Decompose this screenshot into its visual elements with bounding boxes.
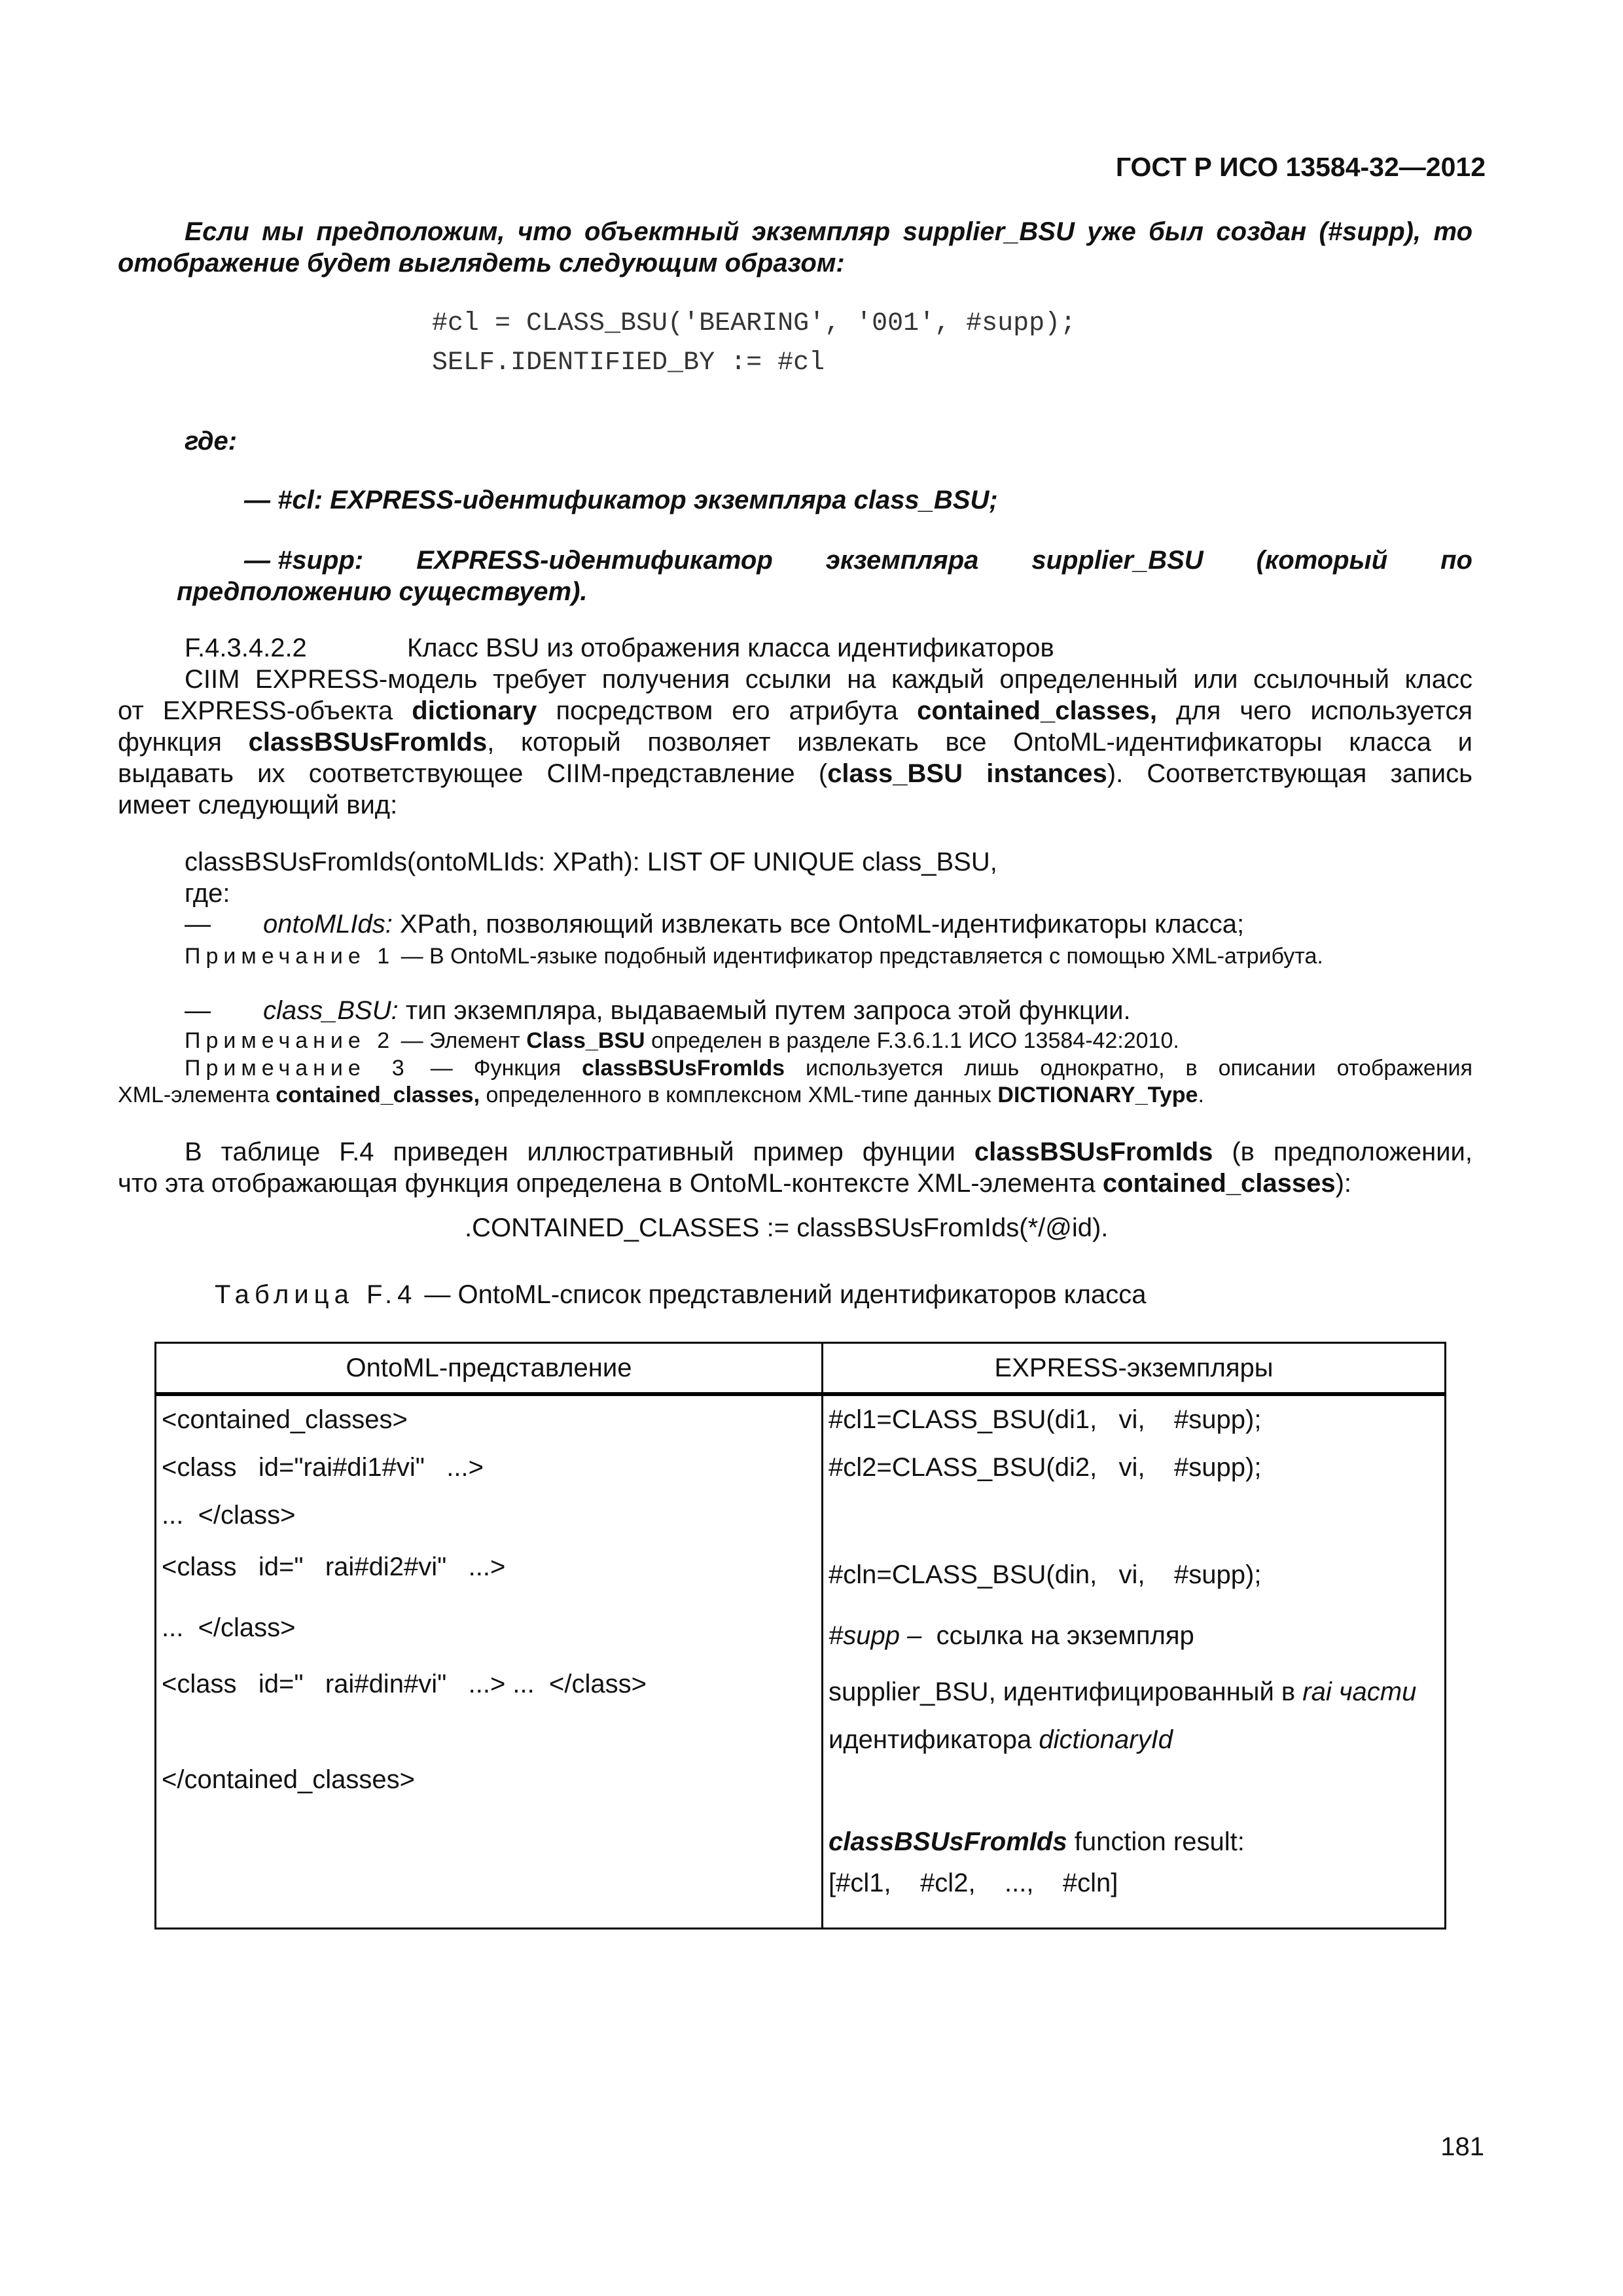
signature-line: classBSUsFromIds(ontoMLIds: XPath): LIST OF UNIQUE class_BSU, bbox=[185, 848, 997, 876]
section-line-4 bbox=[118, 758, 1472, 789]
text-run: для чего используется bbox=[1156, 696, 1472, 725]
dash: — bbox=[185, 996, 211, 1025]
dictionary-term: dictionary bbox=[412, 696, 537, 725]
text-run: от EXPRESS-объекта bbox=[118, 696, 412, 725]
where-item-2-continuation: предположению существует). bbox=[177, 577, 588, 606]
cell-line bbox=[829, 1668, 1439, 1716]
text-run: — Функция bbox=[409, 1056, 582, 1081]
text-run: определенного в комплексном XML-типе данных bbox=[480, 1083, 998, 1107]
table-header-row bbox=[156, 1343, 1446, 1395]
ontoml-table bbox=[154, 1342, 1446, 1929]
signature-item-2 bbox=[185, 995, 1131, 1026]
text-run: supplier_BSU, идентифицированный в bbox=[829, 1677, 1303, 1706]
where-item-2 bbox=[244, 545, 1472, 576]
class-bsu-term: class_BSU: bbox=[263, 996, 399, 1025]
cell-line: <class id=" rai#din#vi" ...> ... </class> bbox=[162, 1670, 647, 1698]
contained-classes-term: contained_classes, bbox=[917, 696, 1157, 725]
code-line-2: SELF.IDENTIFIED_BY := #cl bbox=[432, 348, 825, 378]
rai-term: rai части bbox=[1302, 1677, 1417, 1706]
class-bsu-instances-term: class_BSU instances bbox=[827, 759, 1107, 788]
note-3-line-2 bbox=[118, 1082, 1472, 1109]
example-paragraph bbox=[118, 1136, 1472, 1199]
code-block bbox=[432, 304, 1076, 383]
code-line-1: #cl = CLASS_BSU('BEARING', '001', #supp); bbox=[432, 309, 1077, 338]
function-name: classBSUsFromIds bbox=[829, 1827, 1067, 1856]
table-header-cell: OntoML-представление bbox=[156, 1343, 823, 1395]
cell-line: #cl2=CLASS_BSU(di2, vi, #supp); bbox=[829, 1453, 1262, 1482]
section-line-2 bbox=[118, 695, 1472, 726]
cell-line: <class id="rai#di1#vi" ...> bbox=[162, 1453, 484, 1482]
text-run: что эта отображающая функция определена в OntoML-контексте XML-элемента bbox=[118, 1169, 1103, 1198]
cell-line bbox=[829, 1603, 1439, 1668]
ontomlids-term: ontoMLIds: bbox=[263, 910, 393, 939]
text-run: идентификатора bbox=[829, 1725, 1039, 1754]
document-header: ГОСТ Р ИСО 13584-32—2012 bbox=[1115, 152, 1486, 182]
where-item-2-w3: supplier_BSU bbox=[1031, 546, 1204, 575]
cell-line bbox=[162, 1708, 816, 1756]
where-item-1: — #cl: EXPRESS-идентификатор экземпляра class_BSU; bbox=[244, 486, 998, 514]
note-1 bbox=[185, 943, 1323, 970]
note-3 bbox=[118, 1055, 1472, 1109]
supp-term: #supp – bbox=[829, 1621, 922, 1650]
cell-line bbox=[829, 1764, 1439, 1857]
dash: — bbox=[185, 910, 211, 939]
text-run: используется лишь однократно, в описании отображения bbox=[785, 1056, 1472, 1081]
dictionary-type-term: DICTIONARY_Type bbox=[997, 1083, 1198, 1107]
text-run: — OntoML-список представлений идентификаторов класса bbox=[417, 1280, 1147, 1309]
text-run: (в предположении, bbox=[1213, 1138, 1473, 1166]
text-run: — Элемент bbox=[395, 1028, 527, 1053]
ontoml-cell bbox=[156, 1394, 823, 1929]
example-line-2 bbox=[118, 1168, 1472, 1199]
section-line-5: имеет следующий вид: bbox=[118, 791, 398, 819]
example-line-1 bbox=[118, 1136, 1472, 1168]
text-run: , который позволяет извлекать все OntoML-идентификаторы класса и bbox=[487, 728, 1472, 757]
cell-line: #cln=CLASS_BSU(din, vi, #supp); bbox=[829, 1560, 1262, 1589]
example-expression: .CONTAINED_CLASSES := classBSUsFromIds(*/@id). bbox=[465, 1213, 1109, 1242]
table-row bbox=[156, 1394, 1446, 1929]
table-caption bbox=[215, 1279, 1146, 1310]
table-header-cell: EXPRESS-экземпляры bbox=[823, 1343, 1446, 1395]
text-run: В таблице F.4 приведен иллюстративный пример фунции bbox=[185, 1138, 974, 1166]
cell-line: </contained_classes> bbox=[162, 1765, 415, 1794]
text-run: function result: bbox=[1067, 1827, 1245, 1856]
note-label: Примечание 3 bbox=[185, 1056, 410, 1081]
contained-classes-term: contained_classes, bbox=[276, 1083, 480, 1107]
cell-line: <contained_classes> bbox=[162, 1405, 408, 1434]
text-run: ссылка на экземпляр bbox=[921, 1621, 1194, 1650]
function-name: classBSUsFromIds bbox=[974, 1138, 1213, 1166]
text-run: определен в разделе F.3.6.1.1 ИСО 13584-42:2010. bbox=[645, 1028, 1179, 1053]
intro-line-2: отображение будет выглядеть следующим образом: bbox=[118, 249, 845, 278]
where-label: где: bbox=[185, 427, 238, 456]
where-item-2-w4: (который bbox=[1256, 546, 1388, 575]
text-run: XML-элемента bbox=[118, 1083, 276, 1107]
where-item-2-w5: по bbox=[1440, 546, 1472, 575]
note-label: Примечание 2 bbox=[185, 1028, 395, 1053]
where-item-2-w1: EXPRESS-идентификатор bbox=[416, 546, 773, 575]
function-name: classBSUsFromIds bbox=[582, 1056, 785, 1081]
cell-line: #cl1=CLASS_BSU(di1, vi, #supp); bbox=[829, 1405, 1262, 1434]
note-2 bbox=[185, 1028, 1179, 1054]
section-paragraph bbox=[118, 664, 1472, 821]
dictionary-id-term: dictionaryId bbox=[1039, 1725, 1173, 1754]
text-run: . bbox=[1198, 1083, 1204, 1107]
intro-paragraph bbox=[118, 216, 1472, 279]
note-label: Примечание 1 bbox=[185, 944, 395, 969]
cell-line: ... </class> bbox=[162, 1613, 296, 1642]
cell-line: ... </class> bbox=[162, 1501, 296, 1530]
where-item-2-w0: — #supp: bbox=[244, 546, 364, 575]
where-item-2-w2: экземпляра bbox=[825, 546, 979, 575]
note-3-line-1 bbox=[118, 1055, 1472, 1082]
page-number: 181 bbox=[1440, 2132, 1484, 2161]
section-line-1: CIIM EXPRESS-модель требует получения ссылки на каждый определенный или ссылочный класс bbox=[185, 665, 1472, 694]
text-run: ). Соответствующая запись bbox=[1107, 759, 1472, 788]
signature-where: где: bbox=[185, 879, 230, 908]
cell-line bbox=[829, 1716, 1439, 1764]
cell-line: <class id=" rai#di2#vi" ...> bbox=[162, 1552, 506, 1581]
cell-line: [#cl1, #cl2, ..., #cln] bbox=[829, 1868, 1118, 1897]
function-name: classBSUsFromIds bbox=[248, 728, 488, 757]
table-caption-label: Таблица F.4 bbox=[215, 1280, 418, 1309]
text-run: — В OntoML-языке подобный идентификатор представляется с помощью XML-атрибута. bbox=[395, 944, 1323, 969]
section-number: F.4.3.4.2.2 bbox=[185, 634, 307, 662]
text-run: XPath, позволяющий извлекать все OntoML-идентификаторы класса; bbox=[392, 910, 1245, 939]
intro-line-1: Если мы предположим, что объектный экземпляр supplier_BSU уже был создан (#supp), то bbox=[185, 217, 1472, 246]
text-run: функция bbox=[118, 728, 249, 757]
text-run: посредством его атрибута bbox=[537, 696, 918, 725]
text-run: тип экземпляра, выдаваемый путем запроса этой функции. bbox=[398, 996, 1131, 1025]
cell-line bbox=[829, 1492, 1439, 1547]
section-title: Класс BSU из отображения класса идентификаторов bbox=[407, 634, 1054, 662]
text-run: ): bbox=[1335, 1169, 1352, 1198]
signature-item-1 bbox=[185, 908, 1244, 940]
contained-classes-term: contained_classes bbox=[1102, 1169, 1336, 1198]
express-cell bbox=[823, 1394, 1446, 1929]
text-run: выдавать их соответствующее CIIM-представление ( bbox=[118, 759, 828, 788]
class-bsu-element: Class_BSU bbox=[526, 1028, 645, 1053]
section-line-3 bbox=[118, 726, 1472, 758]
